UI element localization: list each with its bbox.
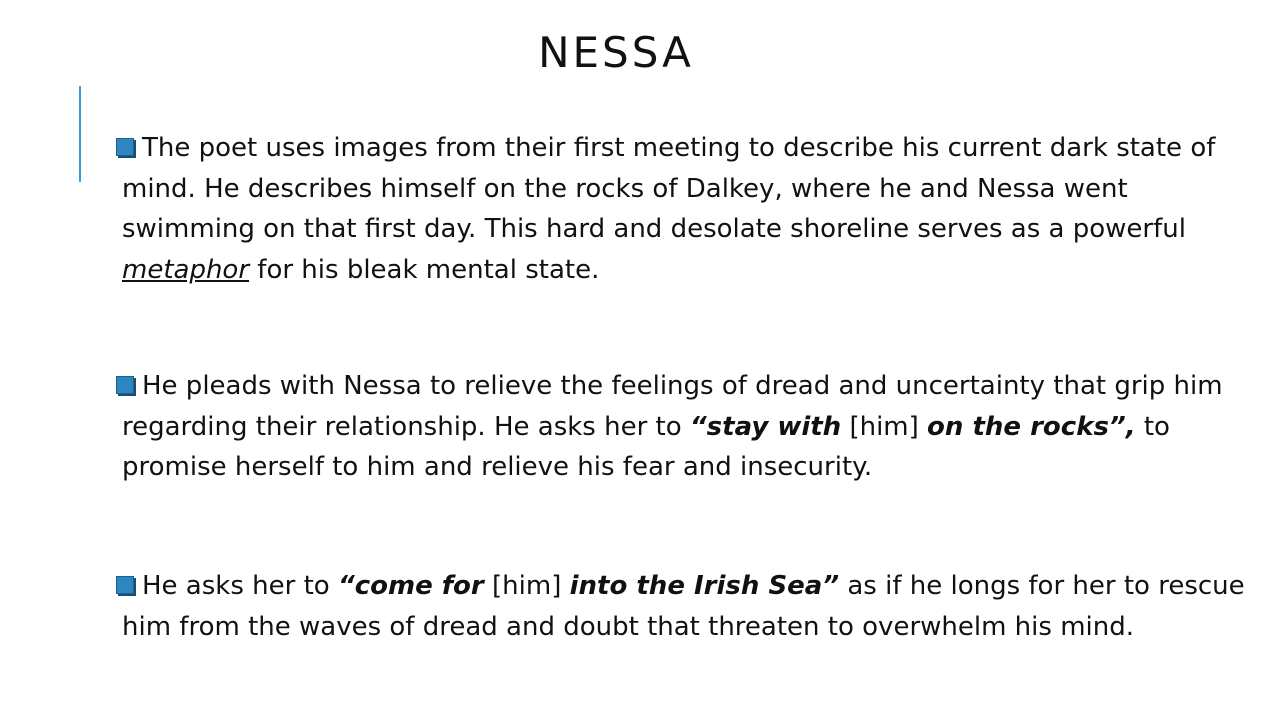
bullet-3-quote-b: into the Irish Sea” bbox=[569, 571, 840, 601]
bullet-2-quote-a: “stay with bbox=[689, 411, 842, 442]
square-bullet-icon bbox=[116, 138, 134, 156]
bullet-3 bbox=[116, 566, 1252, 647]
bullet-2-quote-b: on the rocks”, bbox=[927, 411, 1136, 442]
square-bullet-icon bbox=[116, 376, 134, 394]
bullet-2-text-a: He pleads with Nessa to relieve the feelings of dread and uncertainty that grip him regarding their relationship. He asks her to bbox=[122, 371, 1223, 442]
bullet-1-text-a: The poet uses images from their first meeting to describe his current dark state of mind. He describes himself on the rocks of Dalkey, where he and Nessa went swimming on that first day. This hard and desolate shoreline serves as a powerful bbox=[122, 133, 1216, 244]
bullet-2 bbox=[116, 366, 1280, 488]
bullet-3-text-a: He asks her to bbox=[142, 571, 338, 601]
bullet-1 bbox=[116, 128, 1252, 290]
bullet-1-emphasis-metaphor: metaphor bbox=[122, 254, 250, 285]
bullet-2-text-c: to promise herself to him and relieve his fear and insecurity. bbox=[122, 411, 1170, 482]
accent-bar bbox=[79, 86, 81, 182]
bullet-3-quote-a: “come for bbox=[337, 571, 484, 601]
bullet-3-text-c: as if he longs for her to rescue him from the waves of dread and doubt that threaten to overwhelm his mind. bbox=[122, 571, 1245, 642]
bullet-1-text-b: for his bleak mental state. bbox=[249, 254, 600, 285]
slide-title: NESSA bbox=[538, 28, 694, 77]
bullet-2-text-b: [him] bbox=[841, 411, 928, 442]
bullet-3-text-b: [him] bbox=[483, 571, 570, 601]
square-bullet-icon bbox=[116, 576, 134, 594]
